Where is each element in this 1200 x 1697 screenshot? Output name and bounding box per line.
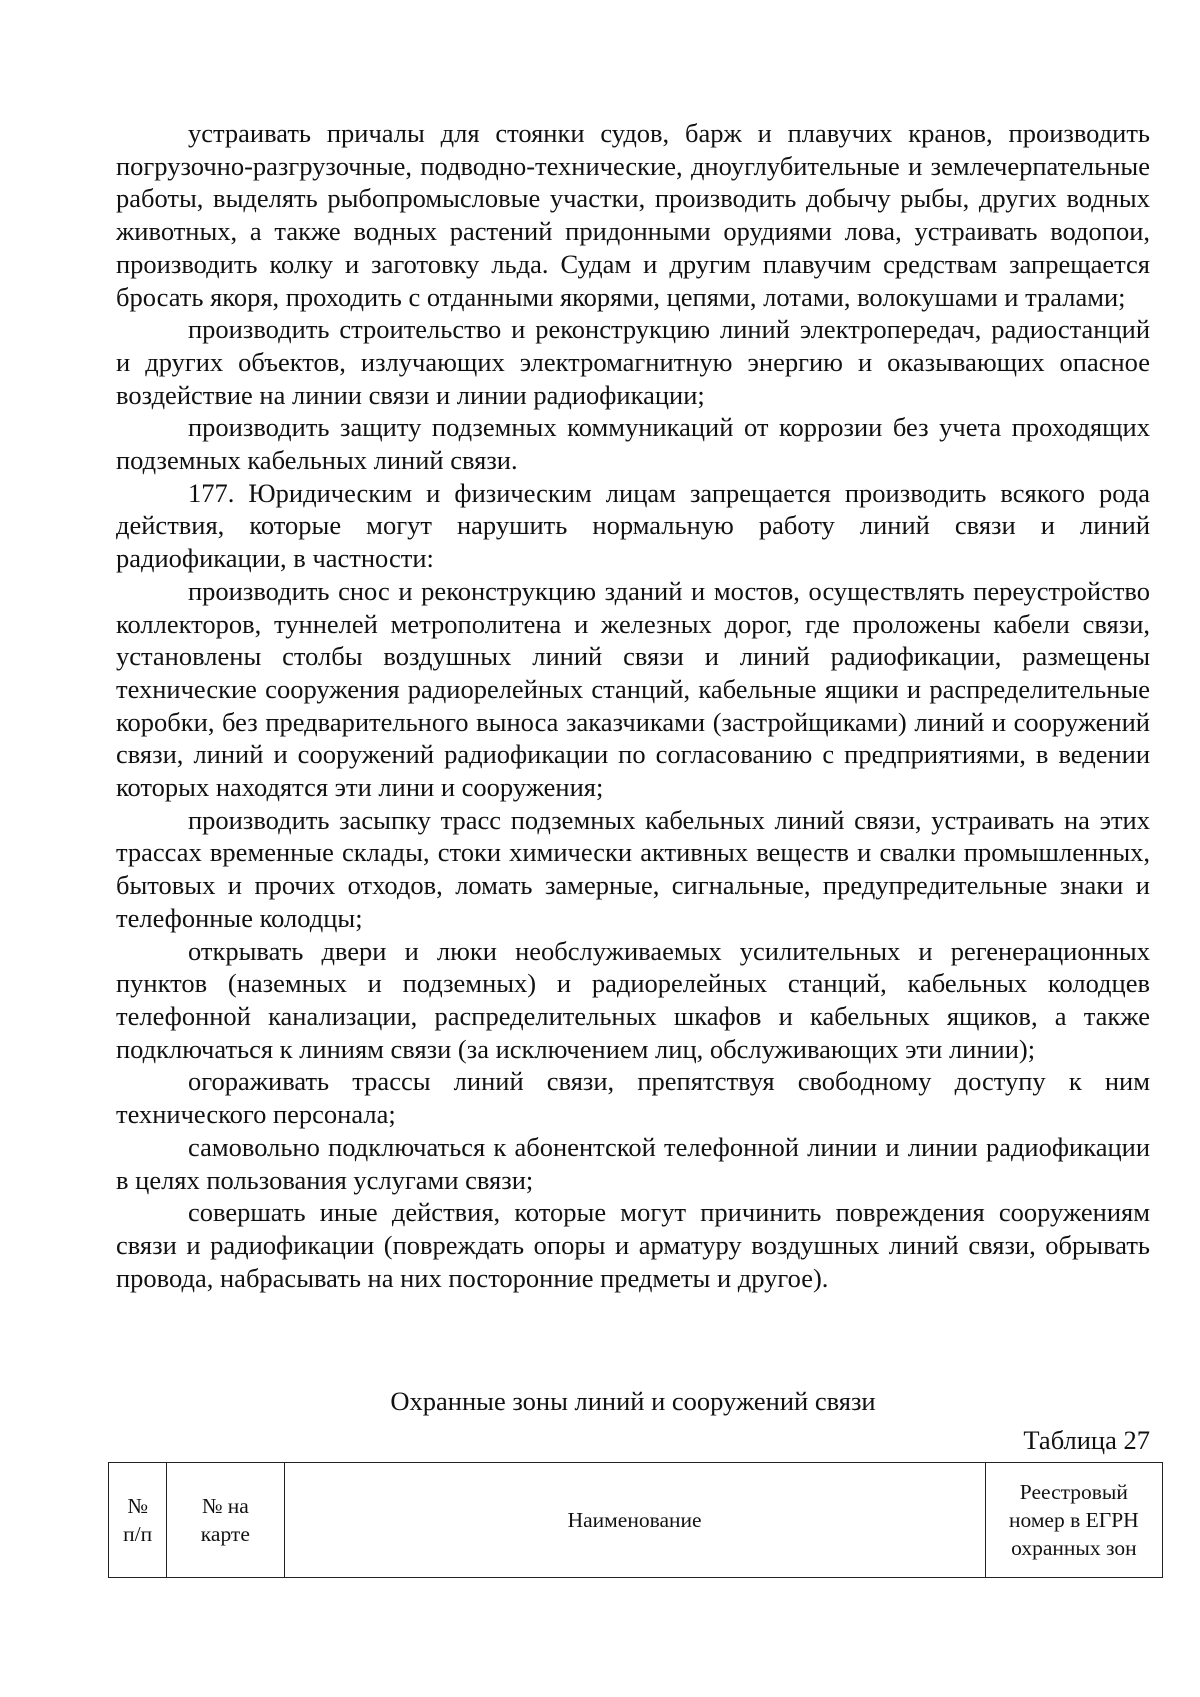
table-header-row [109,1463,1163,1578]
paragraph-doors-hatches: открывать двери и люки необслуживаемых усилительных и регенерационных пунктов (наземных и подземных) и радиорелейных станций, кабельных колодцев телефонной канализации, распределительных шкафов и кабельных ящиков, а также подключаться к линиям связи (за исключением лиц, обслуживающих эти линии); [116,935,1150,1064]
paragraph-fencing: огораживать трассы линий связи, препятствуя свободному доступу к ним технического персонала; [116,1066,1150,1130]
paragraph-corrosion: производить защиту подземных коммуникаций от коррозии без учета проходящих подземных кабельных линий связи. [116,412,1150,476]
header-registry-number [985,1463,1162,1578]
header-num-line2: п/п [123,1522,153,1546]
protection-zones-table [108,1462,1163,1578]
body-text [116,117,1150,1294]
header-reg-line2: номер в ЕГРН [1008,1508,1139,1532]
paragraph-item-177: 177. Юридическим и физическим лицам запрещается производить всякого рода действия, которые могут нарушить нормальную работу линий связи и линий радиофикации, в частности: [116,477,1150,574]
paragraph-demolition: производить снос и реконструкцию зданий и мостов, осуществлять переустройство коллекторов, туннелей метрополитена и железных дорог, где проложены кабели связи, установлены столбы воздушных линий связи и линий радиофикации, размещены технические сооружения радиорелейных станций, кабельные ящики и распределительные коробки, без предварительного выноса заказчиками (застройщиками) линий и сооружений связи, линий и сооружений радиофикации по согласованию с предприятиями, в ведении которых находятся эти лини и сооружения; [116,575,1150,803]
header-num-line1: № [127,1494,148,1518]
paragraph-connection: самовольно подключаться к абонентской телефонной линии и линии радиофикации в целях пользования услугами связи; [116,1131,1150,1195]
table-caption: Охранные зоны линий и сооружений связи [390,1386,876,1416]
paragraph-moorings: устраивать причалы для стоянки судов, барж и плавучих кранов, производить погрузочно-разгрузочные, подводно-технические, дноуглубительные и землечерпательные работы, выделять рыбопромысловые участки, производить добычу рыбы, других водных животных, а также водных растений придонными орудиями лова, устраивать водопои, производить колку и заготовку льда. Судам и другим плавучим средствам запрещается бросать якоря, проходить с отданными якорями, цепями, лотами, волокушами и тралами; [116,118,1150,312]
header-name-text: Наименование [567,1508,702,1532]
header-reg-line1: Реестровый [1019,1480,1128,1504]
paragraph-backfill: производить засыпку трасс подземных кабельных линий связи, устраивать на этих трассах временные склады, стоки химически активных веществ и свалки промышленных, бытовых и прочих отходов, ломать замерные, сигнальные, предупредительные знаки и телефонные колодцы; [116,804,1150,933]
paragraph-other-actions: совершать иные действия, которые могут причинить повреждения сооружениям связи и радиофикации (повреждать опоры и арматуру воздушных линий связи, обрывать провода, набрасывать на них посторонние предметы и другое). [116,1197,1150,1293]
header-reg-line3: охранных зон [1011,1536,1137,1560]
table-number-label: Таблица 27 [1023,1425,1150,1455]
header-map-number [167,1463,284,1578]
header-name [284,1463,985,1578]
header-map-line2: карте [200,1522,250,1546]
paragraph-power-lines: производить строительство и реконструкцию линий электропередач, радиостанций и других объектов, излучающих электромагнитную энергию и оказывающих опасное воздействие на линии связи и линии радиофикации; [116,314,1150,410]
header-map-line1: № на [201,1494,249,1518]
header-row-number [109,1463,167,1578]
